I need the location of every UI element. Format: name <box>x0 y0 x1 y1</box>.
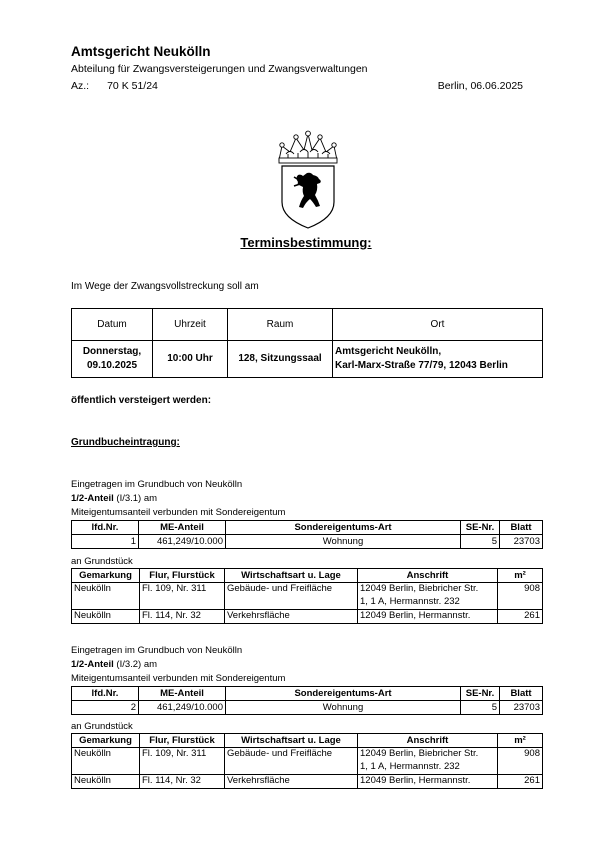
entry-2-misc: Miteigentumsanteil verbunden mit Sondereigentum <box>71 673 286 684</box>
table-row: Neukölln Fl. 109, Nr. 311 Gebäude- und Freifläche 12049 Berlin, Biebricher Str. 1, 1 A, Hermannstr. 232 908 <box>72 583 543 610</box>
entry-1-an-grundstueck: an Grundstück <box>71 556 133 567</box>
file-reference-number: 70 K 51/24 <box>107 80 158 92</box>
appointment-time: 10:00 Uhr <box>153 341 228 378</box>
table-row: Neukölln Fl. 114, Nr. 32 Verkehrsfläche 12049 Berlin, Hermannstr. 261 <box>72 774 543 788</box>
header-datum: Datum <box>72 309 153 341</box>
department: Abteilung für Zwangsversteigerungen und Zwangsverwaltungen <box>71 63 368 75</box>
entry-2-grundstueck-table <box>71 733 543 789</box>
entry-1-grundstueck-table <box>71 568 543 624</box>
se-header-row <box>72 521 543 535</box>
entry-1-se-table <box>71 520 543 549</box>
berlin-bear-crest-icon <box>274 130 342 230</box>
entry-2-se-table <box>71 686 543 715</box>
table-row: 1 461,249/10.000 Wohnung 5 23703 <box>72 535 543 549</box>
se-header-me: ME-Anteil <box>139 521 226 535</box>
entry-1-misc: Miteigentumsanteil verbunden mit Sondereigentum <box>71 507 286 518</box>
gs-header-row: Gemarkung Flur, Flurstück Wirtschaftsart u. Lage Anschrift m² <box>72 734 543 748</box>
entry-2-an-grundstueck: an Grundstück <box>71 721 133 732</box>
auction-statement: öffentlich versteigert werden: <box>71 395 212 406</box>
entry-2-share: 1/2-Anteil (I/3.2) am <box>71 659 158 670</box>
se-header-lfd: lfd.Nr. <box>72 521 139 535</box>
table-row: Neukölln Fl. 109, Nr. 311 Gebäude- und Freifläche 12049 Berlin, Biebricher Str. 1, 1 A, Hermannstr. 232 908 <box>72 748 543 775</box>
appointment-place: Amtsgericht Neukölln, Karl-Marx-Straße 77/79, 12043 Berlin <box>333 341 543 378</box>
file-reference <box>71 80 158 92</box>
court-name: Amtsgericht Neukölln <box>71 44 211 59</box>
header-uhrzeit: Uhrzeit <box>153 309 228 341</box>
entry-2-registered: Eingetragen im Grundbuch von Neukölln <box>71 645 243 656</box>
table-row: 2 461,249/10.000 Wohnung 5 23703 <box>72 701 543 715</box>
header-raum: Raum <box>228 309 333 341</box>
intro-text: Im Wege der Zwangsvollstreckung soll am <box>71 281 259 292</box>
se-header-art: Sondereigentums-Art <box>226 521 461 535</box>
file-reference-label: Az.: <box>71 80 90 92</box>
appointment-header-row <box>72 309 543 341</box>
appointment-table <box>71 308 543 378</box>
entry-1-share: 1/2-Anteil (I/3.1) am <box>71 493 158 504</box>
entry-1-registered: Eingetragen im Grundbuch von Neukölln <box>71 479 243 490</box>
header-ort: Ort <box>333 309 543 341</box>
document-title: Terminsbestimmung: <box>240 235 372 250</box>
se-header-blatt: Blatt <box>500 521 543 535</box>
se-header-senr: SE-Nr. <box>461 521 500 535</box>
place-date: Berlin, 06.06.2025 <box>437 80 523 92</box>
grundbuch-heading: Grundbucheintragung: <box>71 437 180 448</box>
appointment-date: Donnerstag, 09.10.2025 <box>72 341 153 378</box>
appointment-row <box>72 341 543 378</box>
table-row: Neukölln Fl. 114, Nr. 32 Verkehrsfläche 12049 Berlin, Hermannstr. 261 <box>72 609 543 623</box>
gs-header-row: Gemarkung Flur, Flurstück Wirtschaftsart u. Lage Anschrift m² <box>72 569 543 583</box>
se-header-row: lfd.Nr. ME-Anteil Sondereigentums-Art SE-Nr. Blatt <box>72 687 543 701</box>
appointment-room: 128, Sitzungssaal <box>228 341 333 378</box>
